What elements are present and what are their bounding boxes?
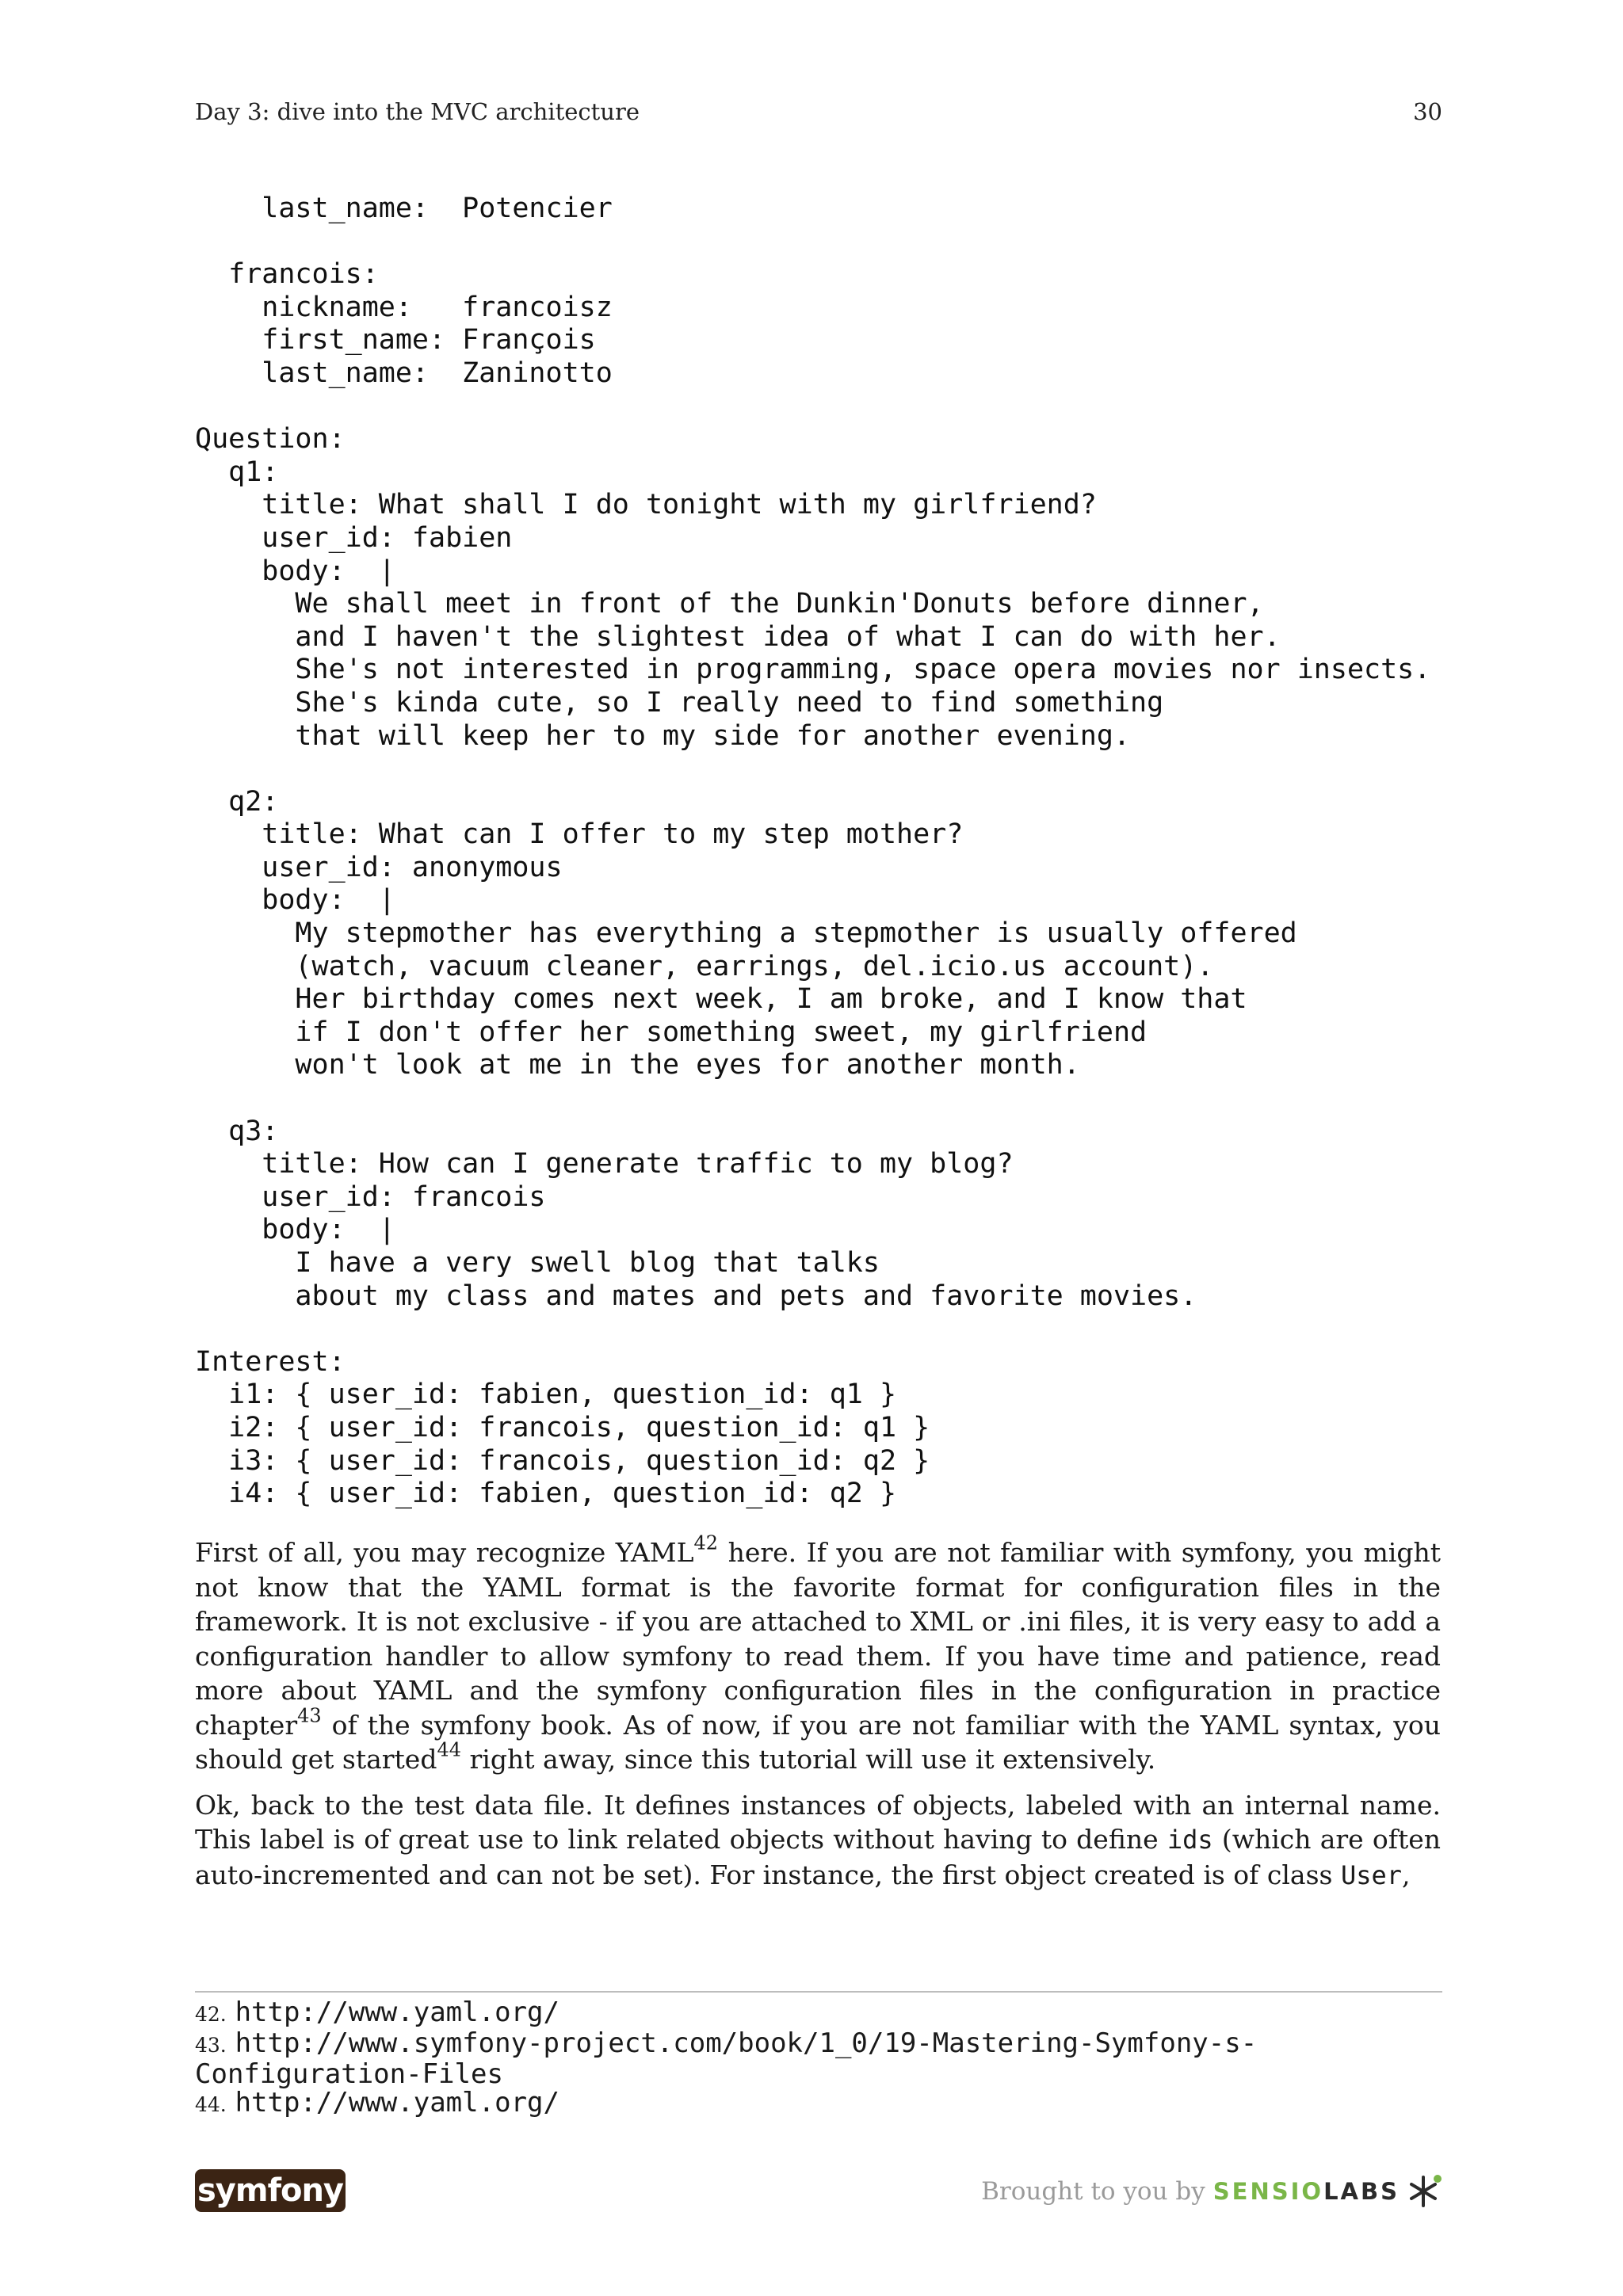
code-line: We shall meet in front of the Dunkin'Donuts before dinner, [195,588,1264,620]
code-line: if I don't offer her something sweet, my girlfriend [195,1016,1148,1048]
code-line: i1: { user_id: fabien, question_id: q1 } [195,1379,897,1411]
chapter-title: Day 3: dive into the MVC architecture [195,98,640,125]
code-line: last_name: Potencier [195,193,613,224]
footnote-43-continued [195,2060,1447,2088]
paragraph-yaml-intro: First of all, you may recognize YAML$^{42}$ here. If you are not familiar with symfony, you might not know that the YAML format is the favorite format for configuration files in the framework. It is not exclusive - if you are attached to XML or .ini files, it is very easy to add a configuration handler to allow symfony to read them. If you have time and patience, read more about YAML and the symfony configuration files in the configuration in practice chapter$^{43}$ of the symfony book. As of now, if you are not familiar with the YAML syntax, you should get started$^{44}$ right away, since this tutorial will use it extensively. [195,1531,1441,1775]
code-line [195,391,1463,424]
sponsor-credit [981,2169,1442,2214]
code-line: user_id: francois [195,1180,546,1213]
code-line: last_name: Zaninotto [195,357,613,389]
code-line [195,1313,1463,1346]
footnote-ref-43[interactable]: 43 [297,1703,322,1726]
footnote-link-continued[interactable]: Configuration-Files [195,2058,503,2090]
code-line: body: | [195,884,395,917]
inline-code-user: User [1340,1859,1403,1890]
body-text [195,1531,1441,1904]
footnote-link[interactable]: http://www.yaml.org/ [235,2087,559,2119]
sensiolabs-logo: SENSIOLABS [1212,2178,1400,2205]
symfony-logo: symfony [195,2169,346,2212]
sensiolabs-asterisk-icon [1407,2172,1442,2210]
code-line: Interest: [195,1345,346,1378]
code-line: q2: [195,785,279,818]
code-line [195,753,1463,786]
code-line: title: What can I offer to my step mother? [195,818,964,851]
paragraph-test-data: Ok, back to the test data file. It defines instances of objects, labeled with an internal name. This label is of great use to link related objects without having to define ids (which are often auto-incremented and can not be set). For instance, the first object created is of class User, [195,1789,1441,1890]
page-number: 30 [1413,98,1442,125]
code-line [195,1082,1463,1116]
code-line: i3: { user_id: francois, question_id: q2 } [195,1444,930,1477]
code-line: about my class and mates and pets and favorite movies. [195,1280,1197,1312]
code-line: q3: [195,1115,279,1147]
inline-code-ids: ids [1167,1825,1213,1855]
code-line: title: How can I generate traffic to my blog? [195,1148,1014,1180]
footnote-link[interactable]: http://www.symfony-project.com/book/1_0/19-Mastering-Symfony-s- [235,2027,1258,2059]
brought-by-text: Brought to you by [981,2177,1205,2206]
footnote-42: 42. http://www.yaml.org/ [195,1997,559,2028]
code-line: My stepmother has everything a stepmother is usually offered [195,917,1297,950]
code-block [195,193,1463,1511]
code-line: i4: { user_id: fabien, question_id: q2 } [195,1478,897,1510]
code-line [195,226,1463,259]
footnote-ref-44[interactable]: 44 [437,1738,461,1761]
code-line: and I haven't the slightest idea of what I can do with her. [195,620,1281,653]
code-line: user_id: anonymous [195,851,563,883]
code-line: body: | [195,555,395,587]
code-line: Her birthday comes next week, I am broke, and I know that [195,983,1247,1016]
code-line: that will keep her to my side for another evening. [195,719,1131,752]
code-line: francois: [195,258,379,291]
code-line: Question: [195,423,346,456]
code-line: i2: { user_id: francois, question_id: q1 } [195,1411,930,1444]
code-line: title: What shall I do tonight with my girlfriend? [195,489,1097,521]
code-line: user_id: fabien [195,521,513,554]
footnote-link[interactable]: http://www.yaml.org/ [235,1997,559,2028]
code-line: (watch, vacuum cleaner, earrings, del.icio.us account). [195,950,1214,982]
footnote-44: 44. http://www.yaml.org/ [195,2087,559,2119]
footnote-ref-42[interactable]: 42 [693,1531,719,1554]
code-line: q1: [195,456,279,488]
code-line: won't look at me in the eyes for another month. [195,1049,1080,1081]
page-header [195,98,1442,125]
code-line: body: | [195,1214,395,1246]
code-line: I have a very swell blog that talks [195,1247,880,1279]
code-line: She's kinda cute, so I really need to find something [195,686,1164,719]
footnote-43: 43. http://www.symfony-project.com/book/1_0/19-Mastering-Symfony-s- [195,2027,1258,2059]
footnotes [195,1998,1447,2119]
footnote-divider [195,1991,1442,1993]
code-line: She's not interested in programming, space opera movies nor insects. [195,654,1431,686]
code-line: nickname: francoisz [195,291,613,323]
code-line: first_name: François [195,324,596,357]
